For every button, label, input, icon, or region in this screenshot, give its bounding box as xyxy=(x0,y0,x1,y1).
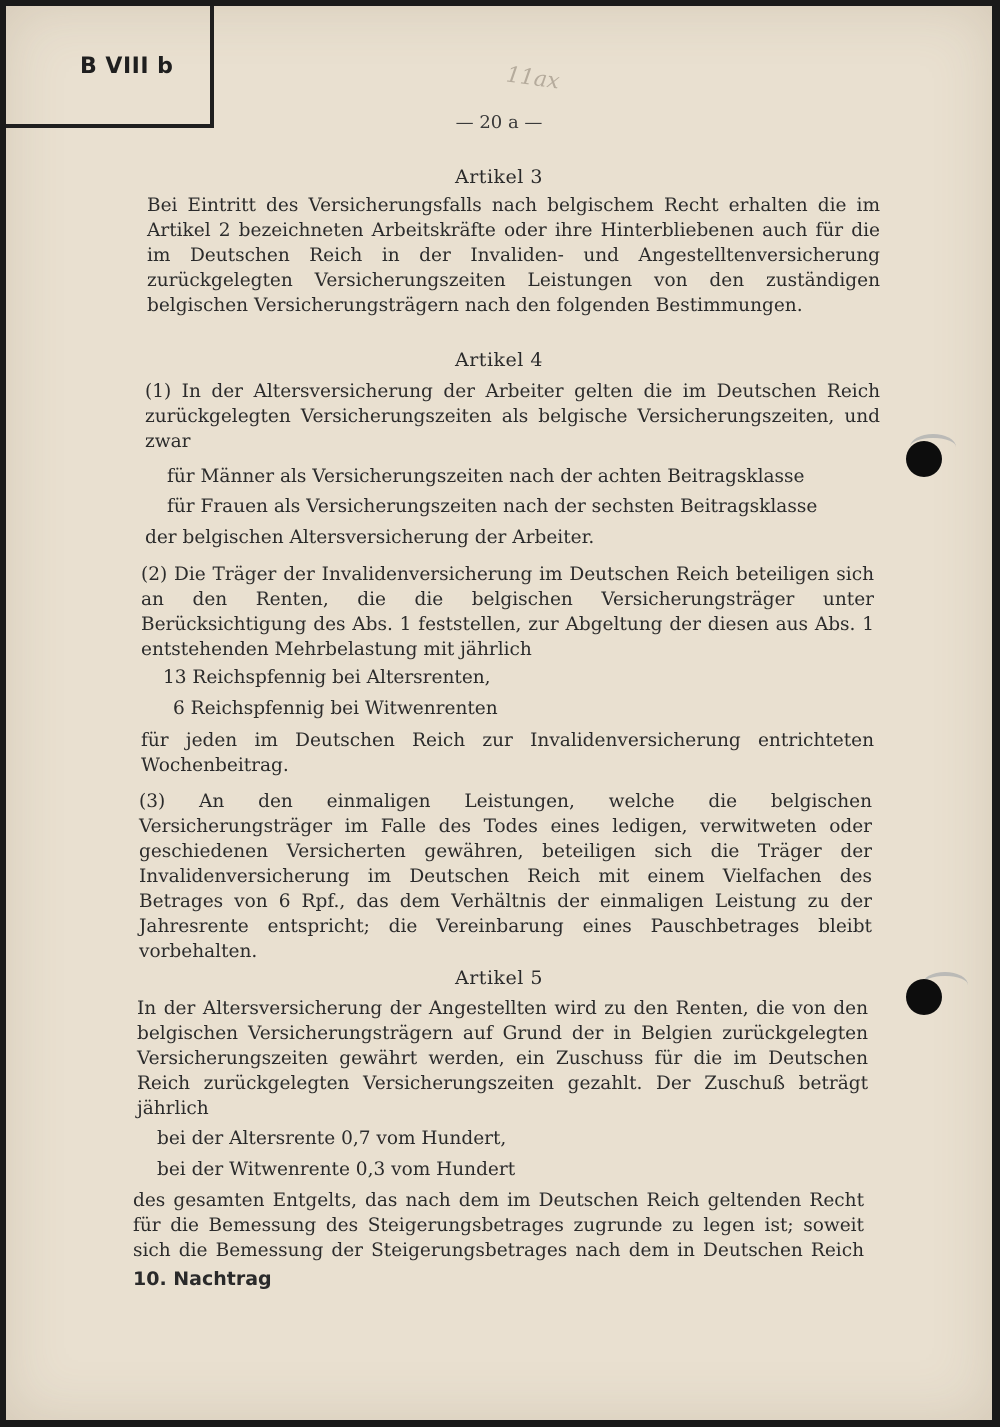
article-4-para1-intro: (1) In der Altersversicherung der Arbeiter gelten die im Deutschen Reich zurückgelegten Versicherungszeiten als belgische Versicherungszeiten, und zwar xyxy=(145,381,880,452)
article-4-para2-item1: 13 Reichspfennig bei Altersrenten, xyxy=(163,667,491,688)
pencil-annotation: 11ax xyxy=(504,62,562,95)
article-4-para1-item-men: für Männer als Versicherungszeiten nach der achten Beitragsklasse xyxy=(167,466,805,487)
article-4-heading: Artikel 4 xyxy=(455,349,543,371)
footer-label: 10. Nachtrag xyxy=(133,1268,272,1290)
article-5-item1: bei der Altersrente 0,7 vom Hundert, xyxy=(157,1128,507,1149)
classification-label: B VIII b xyxy=(80,54,174,79)
article-4-para1-outro: der belgischen Altersversicherung der Arbeiter. xyxy=(145,527,595,548)
article-4-para2-outro: für jeden im Deutschen Reich zur Invalidenversicherung entrichteten Wochenbeitrag. xyxy=(141,730,874,776)
punch-hole-bottom xyxy=(906,979,942,1015)
document-page xyxy=(6,6,992,1420)
punch-hole-top xyxy=(906,441,942,477)
article-4-para1-item-women: für Frauen als Versicherungszeiten nach der sechsten Beitragsklasse xyxy=(167,496,818,517)
article-4-para3: (3) An den einmaligen Leistungen, welche die belgischen Versicherungsträger im Falle des Todes eines ledigen, verwitweten oder geschiedenen Versicherten gewähren, beteiligen sich die Träger der Invalidenversicherung im Deutschen Reich mit einem Vielfachen des Betrages von 6 Rpf., das dem Verhältnis der einmaligen Leistung zu der Jahresrente entspricht; die Vereinbarung eines Pauschbetrages bleibt vorbehalten. xyxy=(139,791,872,962)
page-number: — 20 a — xyxy=(455,112,543,133)
article-5-outro: des gesamten Entgelts, das nach dem im Deutschen Reich geltenden Recht für die Bemessung des Steigerungsbetrages zugrunde zu legen ist; soweit sich die Bemessung der Steigerungsbetrages nach dem in Deutschen Reich xyxy=(133,1190,864,1261)
article-5-intro: In der Altersversicherung der Angestellten wird zu den Renten, die von den belgischen Versicherungsträgern auf Grund der in Belgien zurückgelegten Versicherungszeiten gewährt werden, ein Zuschuss für die im Deutschen Reich zurückgelegten Versicherungszeiten gezahlt. Der Zuschuß beträgt jährlich xyxy=(137,998,868,1119)
article-3-text: Bei Eintritt des Versicherungsfalls nach belgischem Recht erhalten die im Artikel 2 bezeichneten Arbeitskräfte oder ihre Hinterbliebenen auch für die im Deutschen Reich in der Invaliden- und Angestelltenversicherung zurückgelegten Versicherungszeiten Leistungen von den zuständigen belgischen Versicherungsträgern nach den folgenden Bestimmungen. xyxy=(147,195,880,316)
article-4-para2-item2: 6 Reichspfennig bei Witwenrenten xyxy=(173,698,498,719)
article-4-para2-intro: (2) Die Träger der Invalidenversicherung im Deutschen Reich beteiligen sich an den Renten, die die belgischen Versicherungsträger unter Berücksichtigung des Abs. 1 feststellen, zur Abgeltung der diesen aus Abs. 1 entstehenden Mehrbelastung mit jährlich xyxy=(141,564,874,660)
article-3-heading: Artikel 3 xyxy=(455,166,543,188)
article-5-heading: Artikel 5 xyxy=(455,967,543,989)
article-5-item2: bei der Witwenrente 0,3 vom Hundert xyxy=(157,1159,516,1180)
